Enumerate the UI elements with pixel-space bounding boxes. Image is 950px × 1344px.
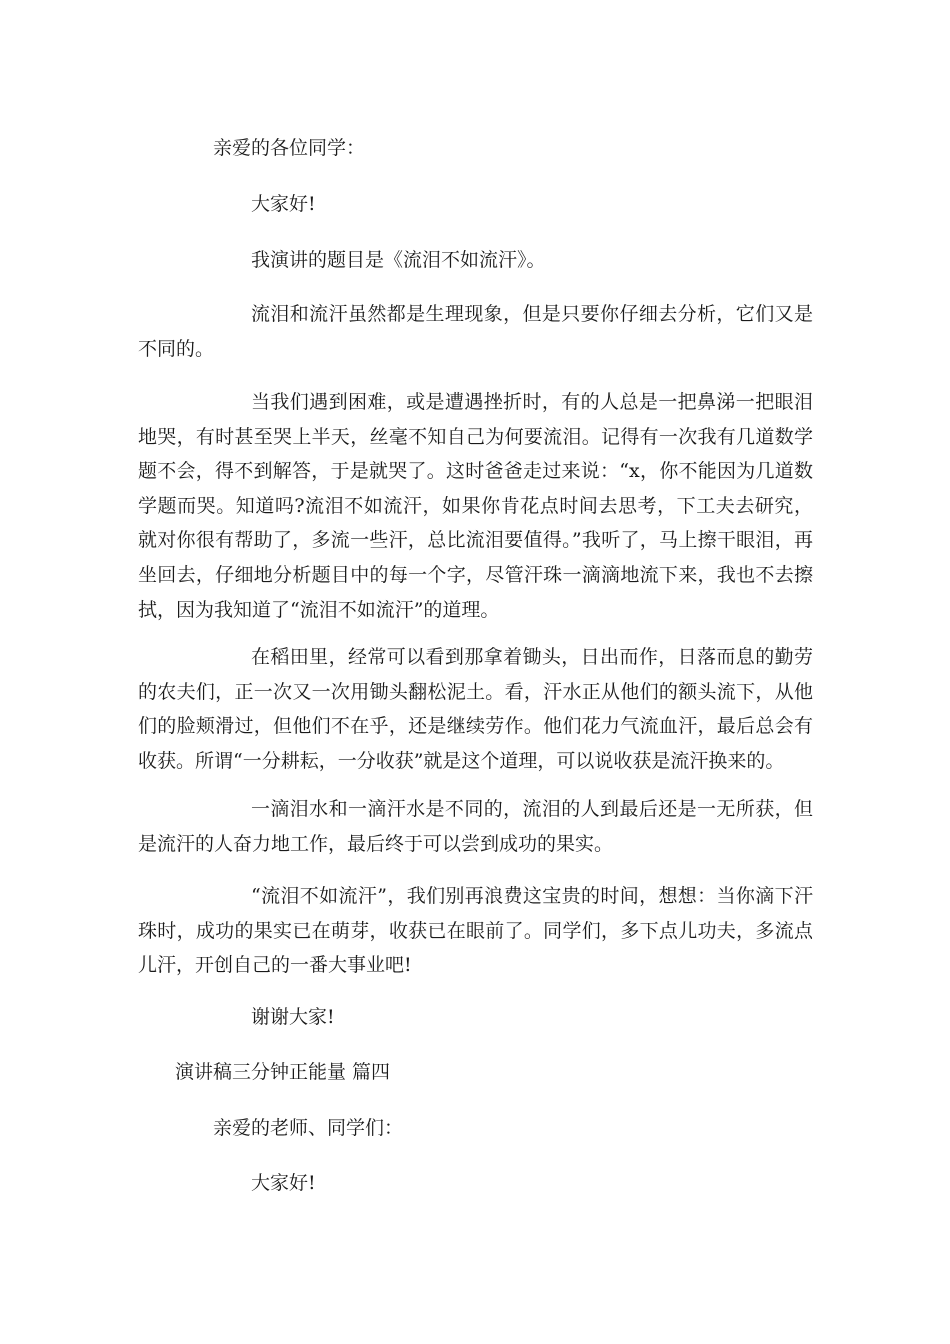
paragraph-2: 当我们遇到困难，或是遭遇挫折时，有的人总是一把鼻涕一把眼泪地哭，有时甚至哭上半天，丝毫不知自己为何要流泪。记得有一次我有几道数学题不会，得不到解答，于是就哭了。这时爸爸走过来说：“x，你不能因为几道数学题而哭。知道吗?流泪不如流汗，如果你肯花点时间去思考，下工夫去研究，就对你很有帮助了，多流一些汗，总比流泪要值得。”我听了，马上擦干眼泪，再坐回去，仔细地分析题目中的每一个字，尽管汗珠一滴滴地流下来，我也不去擦拭，因为我知道了“流泪不如流汗”的道理。 (138, 391, 813, 621)
salutation-2: 亲爱的老师、同学们： (213, 1117, 404, 1139)
greeting: 大家好! (251, 193, 316, 215)
salutation: 亲爱的各位同学： (213, 137, 366, 159)
section-title: 演讲稿三分钟正能量 篇四 (175, 1061, 391, 1083)
speech-topic: 我演讲的题目是《流泪不如流汗》。 (251, 249, 546, 271)
paragraph-3: 在稻田里，经常可以看到那拿着锄头，日出而作，日落而息的勤劳的农夫们，正一次又一次用锄头翻松泥土。看，汗水正从他们的额头流下，从他们的脸颊滑过，但他们不在乎，还是继续劳作。他们花力气流血汗，最后总会有收获。所谓“一分耕耘，一分收获”就是这个道理，可以说收获是流汗换来的。 (138, 646, 813, 772)
closing: 谢谢大家! (251, 1006, 335, 1028)
paragraph-1: 流泪和流汗虽然都是生理现象，但是只要你仔细去分析，它们又是不同的。 (138, 303, 813, 360)
paragraph-4: 一滴泪水和一滴汗水是不同的，流泪的人到最后还是一无所获，但是流汗的人奋力地工作，最后终于可以尝到成功的果实。 (138, 798, 813, 855)
greeting-2: 大家好! (251, 1172, 316, 1194)
paragraph-5: “流泪不如流汗”，我们别再浪费这宝贵的时间，想想：当你滴下汗珠时，成功的果实已在萌芽，收获已在眼前了。同学们，多下点儿功夫，多流点儿汗，开创自己的一番大事业吧! (138, 885, 813, 977)
